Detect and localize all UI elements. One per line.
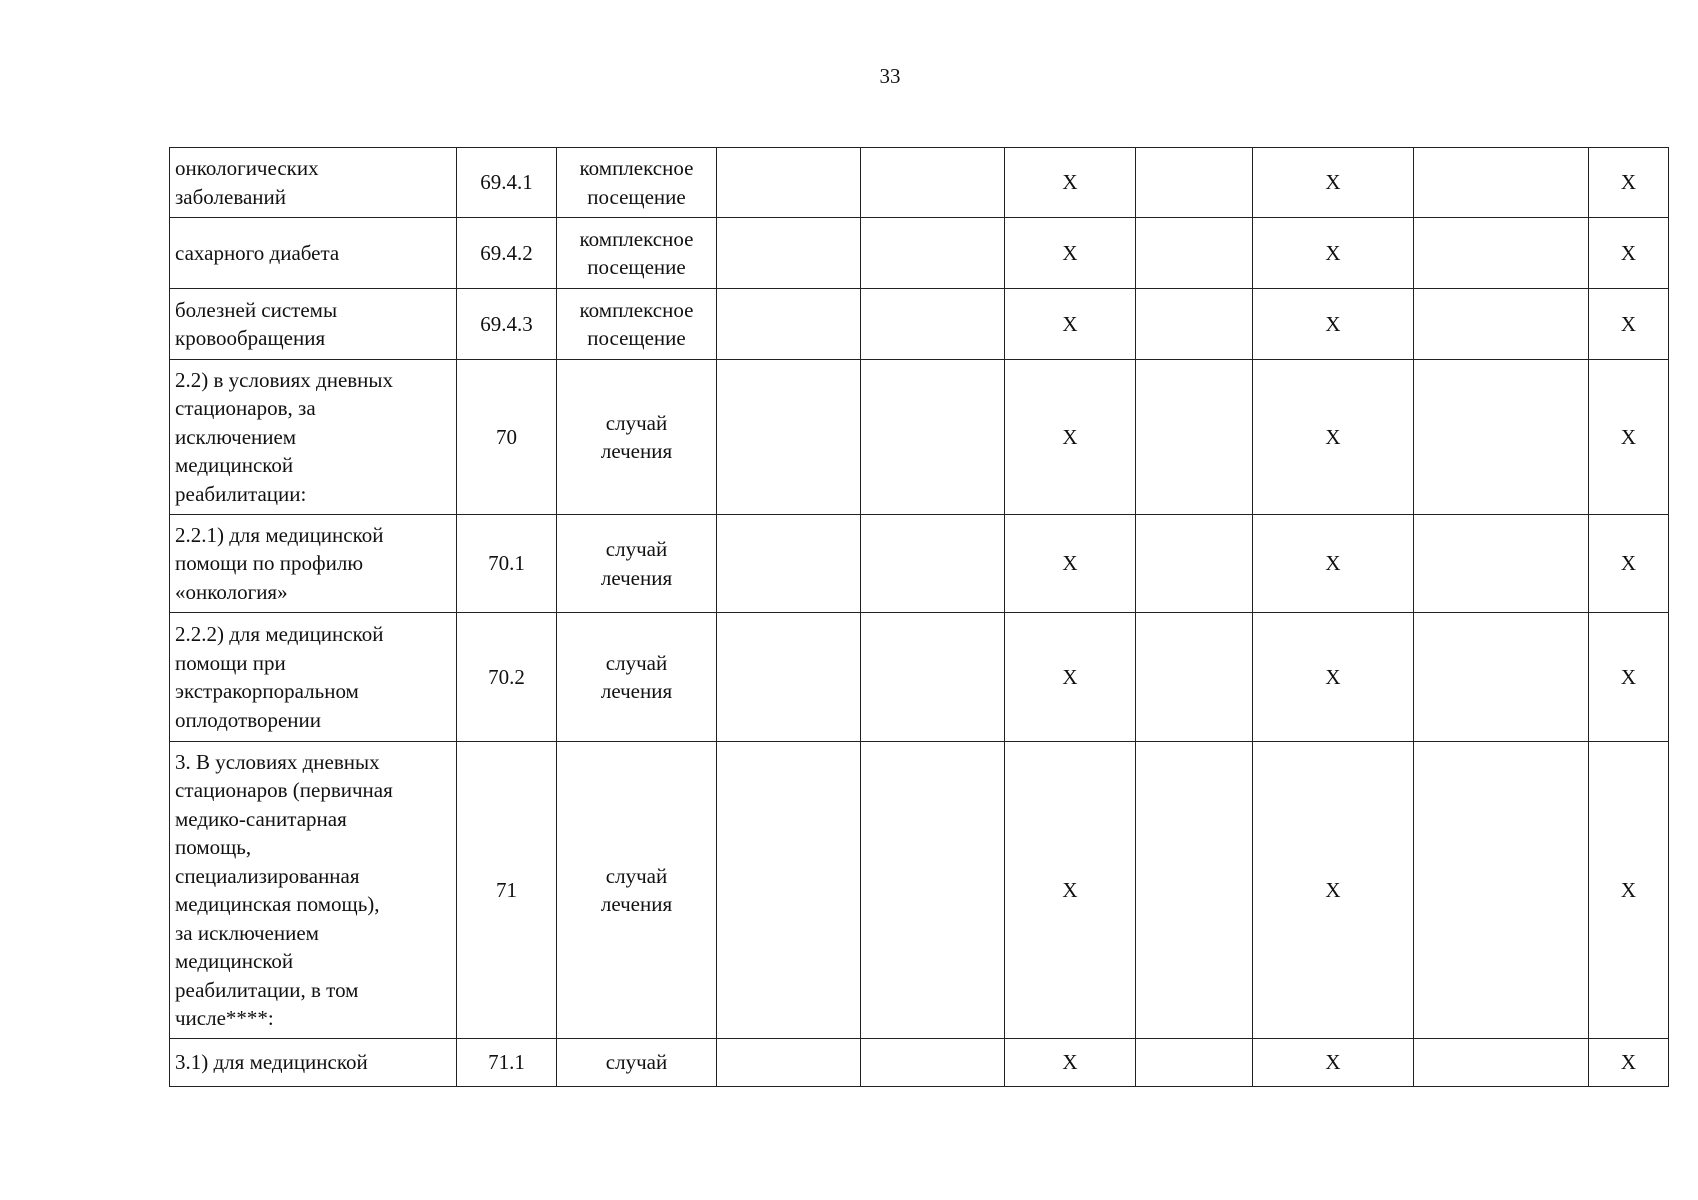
row-unit-cell: случай лечения <box>557 742 717 1039</box>
value-cell: X <box>1589 613 1669 742</box>
value-cell <box>1414 1039 1589 1087</box>
value-cell <box>1136 742 1253 1039</box>
value-cell: X <box>1253 613 1414 742</box>
table-row <box>170 289 1669 360</box>
value-cell: X <box>1589 360 1669 515</box>
row-code-cell: 71 <box>457 742 557 1039</box>
value-cell: X <box>1253 289 1414 360</box>
value-cell: X <box>1589 1039 1669 1087</box>
row-name-cell: онкологических заболеваний <box>170 148 457 218</box>
value-cell <box>861 289 1005 360</box>
row-code-cell: 70.1 <box>457 515 557 613</box>
value-cell: X <box>1253 742 1414 1039</box>
value-cell: X <box>1253 360 1414 515</box>
value-cell <box>717 360 861 515</box>
value-cell <box>861 742 1005 1039</box>
row-unit-cell: комплексное посещение <box>557 148 717 218</box>
table-row <box>170 613 1669 742</box>
row-name-cell: сахарного диабета <box>170 218 457 289</box>
value-cell <box>1414 289 1589 360</box>
row-unit-cell: комплексное посещение <box>557 289 717 360</box>
row-name-cell: болезней системы кровообращения <box>170 289 457 360</box>
value-cell <box>717 613 861 742</box>
value-cell <box>1414 360 1589 515</box>
row-unit-cell: случай лечения <box>557 515 717 613</box>
row-name-cell: 3.1) для медицинской <box>170 1039 457 1087</box>
page-number: 33 <box>879 64 901 88</box>
value-cell <box>1414 613 1589 742</box>
value-cell: X <box>1589 148 1669 218</box>
value-cell: X <box>1005 289 1136 360</box>
row-name-cell: 2.2.1) для медицинской помощи по профилю «онкология» <box>170 515 457 613</box>
value-cell: X <box>1005 1039 1136 1087</box>
row-code-cell: 71.1 <box>457 1039 557 1087</box>
value-cell <box>1136 289 1253 360</box>
row-unit-cell: случай лечения <box>557 613 717 742</box>
table-row <box>170 515 1669 613</box>
value-cell <box>1414 148 1589 218</box>
value-cell: X <box>1253 515 1414 613</box>
row-unit-cell: случай <box>557 1039 717 1087</box>
value-cell: X <box>1589 289 1669 360</box>
value-cell <box>861 515 1005 613</box>
row-unit-cell: комплексное посещение <box>557 218 717 289</box>
table-row <box>170 218 1669 289</box>
value-cell: X <box>1005 742 1136 1039</box>
value-cell <box>717 218 861 289</box>
row-code-cell: 70.2 <box>457 613 557 742</box>
value-cell <box>1136 218 1253 289</box>
value-cell: X <box>1005 148 1136 218</box>
row-name-cell: 3. В условиях дневных стационаров (первичная медико-санитарная помощь, специализированная медицинская помощь), за исключением медицинской реабилитации, в том числе****: <box>170 742 457 1039</box>
row-name-cell: 2.2) в условиях дневных стационаров, за исключением медицинской реабилитации: <box>170 360 457 515</box>
value-cell <box>1414 218 1589 289</box>
table-row <box>170 148 1669 218</box>
value-cell: X <box>1253 218 1414 289</box>
value-cell: X <box>1005 360 1136 515</box>
row-name-cell: 2.2.2) для медицинской помощи при экстракорпоральном оплодотворении <box>170 613 457 742</box>
row-code-cell: 69.4.3 <box>457 289 557 360</box>
value-cell <box>861 613 1005 742</box>
table-row <box>170 742 1669 1039</box>
value-cell <box>1136 1039 1253 1087</box>
value-cell <box>717 148 861 218</box>
value-cell <box>717 289 861 360</box>
value-cell: X <box>1253 1039 1414 1087</box>
value-cell <box>861 360 1005 515</box>
row-code-cell: 69.4.2 <box>457 218 557 289</box>
row-code-cell: 69.4.1 <box>457 148 557 218</box>
value-cell <box>861 218 1005 289</box>
value-cell <box>1136 613 1253 742</box>
row-code-cell: 70 <box>457 360 557 515</box>
value-cell: X <box>1005 613 1136 742</box>
table-row <box>170 1039 1669 1087</box>
value-cell <box>1414 742 1589 1039</box>
value-cell <box>861 1039 1005 1087</box>
value-cell: X <box>1005 218 1136 289</box>
value-cell: X <box>1005 515 1136 613</box>
value-cell: X <box>1589 515 1669 613</box>
value-cell: X <box>1589 218 1669 289</box>
value-cell: X <box>1589 742 1669 1039</box>
value-cell <box>717 742 861 1039</box>
value-cell: X <box>1253 148 1414 218</box>
value-cell <box>1136 360 1253 515</box>
row-unit-cell: случай лечения <box>557 360 717 515</box>
value-cell <box>717 1039 861 1087</box>
value-cell <box>861 148 1005 218</box>
value-cell <box>1414 515 1589 613</box>
table-row <box>170 360 1669 515</box>
indicators-table <box>169 147 1669 1087</box>
value-cell <box>1136 148 1253 218</box>
value-cell <box>717 515 861 613</box>
value-cell <box>1136 515 1253 613</box>
